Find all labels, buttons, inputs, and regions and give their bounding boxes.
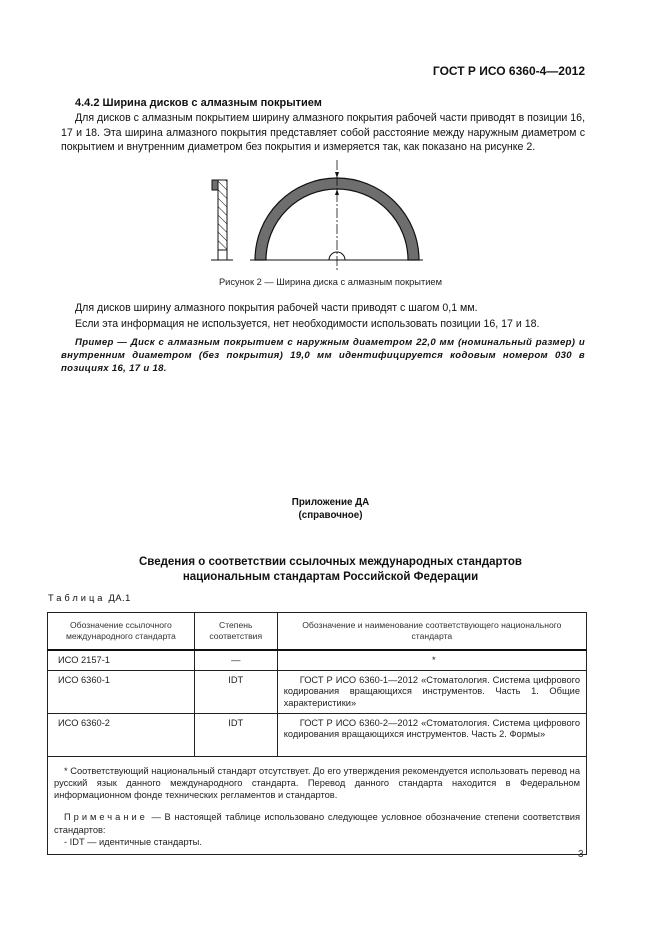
cell-degree: —: [194, 650, 277, 670]
note-text: — В настоящей таблице использовано следующее условное обозначение степени соответствия стандартов:: [54, 812, 580, 835]
document-header-id: ГОСТ Р ИСО 6360-4—2012: [432, 64, 585, 78]
note-word: Примечание: [64, 812, 148, 823]
table-caption-id: ДА.1: [108, 593, 131, 603]
table-footnote-cell: [48, 756, 587, 855]
table-footnote-row: [48, 756, 587, 855]
cell-national: *: [277, 650, 586, 670]
section-paragraph-3: Если эта информация не используется, нет необходимости использовать позиции 16, 17 и 18.: [75, 318, 540, 330]
table-header-row: [48, 613, 587, 651]
appendix-type: (справочное): [298, 510, 363, 521]
section-paragraph-1: Для дисков с алмазным покрытием ширину алмазного покрытия рабочей части приводят в позиции 16, 17 и 18. Эта ширина алмазного покрытия представляет собой расстояние между наружным диаметром с покрытием и внутренним диаметром без покрытия и измеряется так, как показано на рисунке 2.: [61, 112, 586, 153]
figure-2-disc-width: [205, 160, 425, 280]
header-national-standard: Обозначение и наименование соответствующего национального стандарта: [277, 613, 586, 651]
cell-degree: IDT: [194, 713, 277, 756]
table-row: [48, 650, 587, 670]
disc-diagram-icon: [205, 160, 425, 275]
page-number: 3: [578, 849, 584, 860]
appendix-title-line-2: национальным стандартам Российской Федерации: [182, 571, 479, 583]
table-caption: [48, 593, 131, 603]
table-footnote: * Соответствующий национальный стандарт отсутствует. До его утверждения рекомендуется использовать перевод на русский язык данного международного стандарта. Перевод данного стандарта находится в Федеральном информационном фонде технических регламентов и стандартов.: [54, 765, 580, 801]
table-note: [54, 811, 580, 836]
note-item: - IDT — идентичные стандарты.: [64, 836, 202, 847]
cell-national: ГОСТ Р ИСО 6360-1—2012 «Стоматология. Система цифрового кодирования вращающихся инструментов. Часть 1. Общие характеристики»: [277, 670, 586, 713]
cell-degree: IDT: [194, 670, 277, 713]
section-title: 4.4.2 Ширина дисков с алмазным покрытием: [75, 97, 322, 109]
cell-national: ГОСТ Р ИСО 6360-2—2012 «Стоматология. Система цифрового кодирования вращающихся инструментов. Часть 2. Формы»: [277, 713, 586, 756]
cell-intl: ИСО 6360-1: [48, 670, 195, 713]
correspondence-table: [47, 612, 587, 855]
section-paragraph-2: Для дисков ширину алмазного покрытия рабочей части приводят с шагом 0,1 мм.: [75, 302, 478, 314]
cell-intl: ИСО 2157-1: [48, 650, 195, 670]
figure-caption: Рисунок 2 — Ширина диска с алмазным покрытием: [218, 277, 442, 287]
appendix-title-line-1: Сведения о соответствии ссылочных международных стандартов: [138, 556, 522, 568]
header-degree: Степень соответствия: [194, 613, 277, 651]
header-intl-standard: Обозначение ссылочного международного стандарта: [48, 613, 195, 651]
cell-intl: ИСО 6360-2: [48, 713, 195, 756]
appendix-label: Приложение ДА: [291, 497, 370, 508]
table-row: [48, 670, 587, 713]
example-text: Пример — Диск с алмазным покрытием с наружным диаметром 22,0 мм (номинальный размер) и внутренним диаметром (без покрытия) 19,0 мм идентифицируется кодовым номером 030 в позициях 16, 17 и 18.: [61, 337, 585, 374]
table-caption-word: Таблица: [48, 593, 106, 603]
table-row: [48, 713, 587, 756]
